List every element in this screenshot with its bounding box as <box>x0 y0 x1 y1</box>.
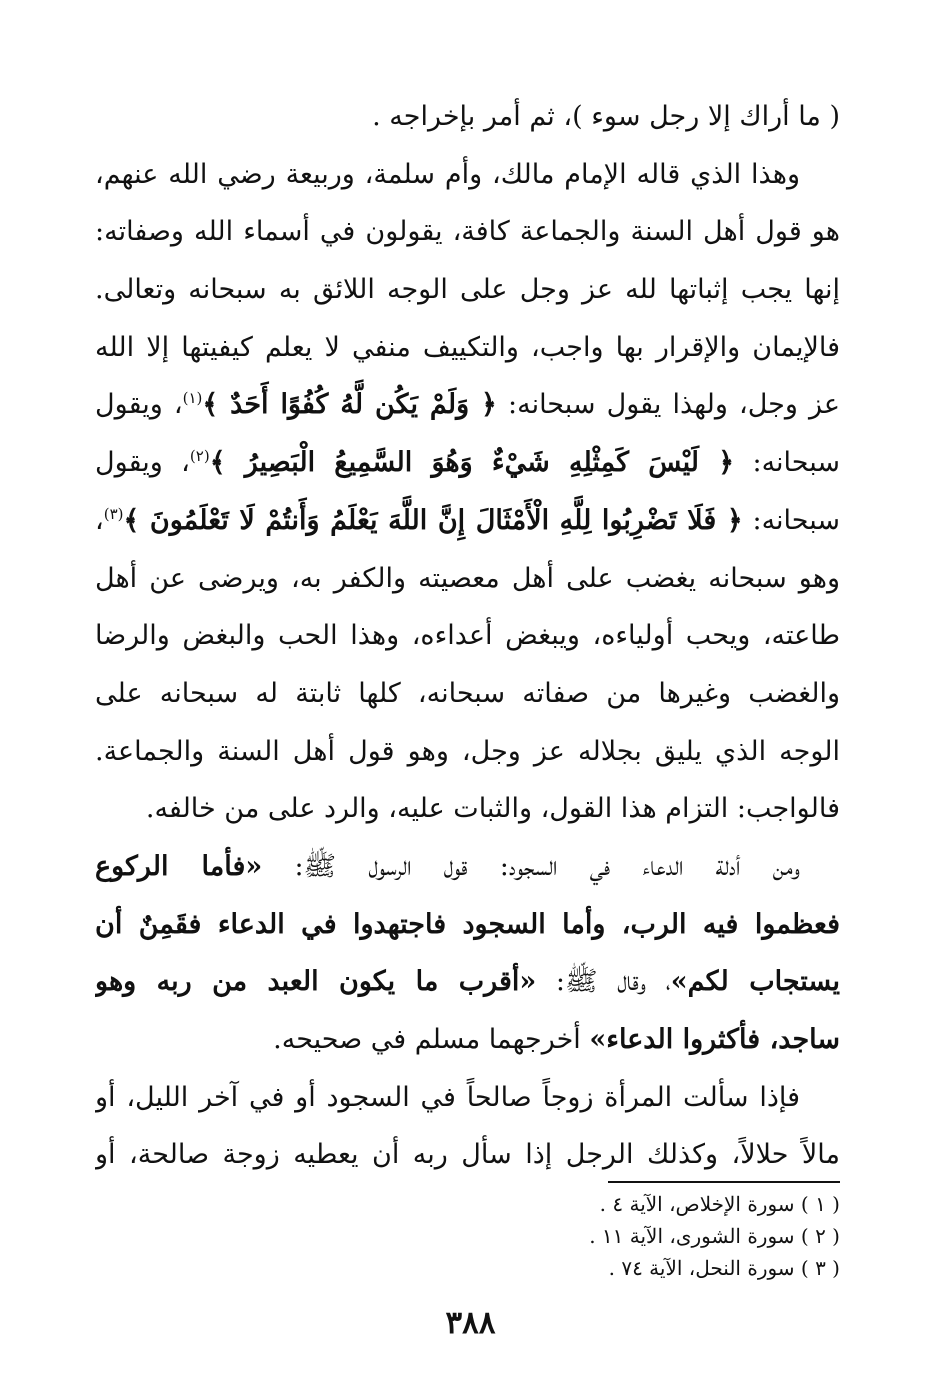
text-line <box>95 492 840 550</box>
quran-verse: ﴿ فَلَا تَضْرِبُوا لِلَّهِ الْأَمْثَالَ إِنَّ اللَّهَ يَعْلَمُ وَأَنتُمْ لَا تَعْلَمُونَ ﴾ <box>123 504 743 536</box>
footnote-1: ( ١ ) سورة الإخلاص، الآية ٤ . <box>599 1192 840 1216</box>
text-span: أخرجهما مسلم في صحيحه. <box>273 1024 590 1055</box>
text-span: ، وقال ﷺ: <box>536 966 671 998</box>
text-line <box>95 550 840 608</box>
text-span: ، ويقول <box>95 447 190 479</box>
text-span: عز وجل، ولهذا يقول سبحانه: <box>496 389 840 421</box>
text-line <box>95 261 840 319</box>
text-line <box>95 953 840 1011</box>
text-span: هو قول أهل السنة والجماعة كافة، يقولون في أسماء الله وصفاته: <box>95 216 840 248</box>
text-span: مالاً حلالاً، وكذلك الرجل إذا سأل ربه أن يعطيه زوجة صالحة، أو <box>95 1139 840 1171</box>
text-span: فالإيمان والإقرار بها واجب، والتكييف منفي لا يعلم كيفيتها إلا الله <box>95 331 840 363</box>
text-span: الوجه الذي يليق بجلاله عز وجل، وهو قول أهل السنة والجماعة. <box>95 735 840 767</box>
text-span: ، ويقول <box>95 389 183 421</box>
text-span: وهذا الذي قاله الإمام مالك، وأم سلمة، وربيعة رضي الله عنهم، <box>95 158 800 190</box>
text-line <box>95 376 840 434</box>
hadith-text: فعظموا فيه الرب، وأما السجود فاجتهدوا في الدعاء فقَمِنٌ أن <box>95 908 840 940</box>
text-line <box>95 203 840 261</box>
page-number: ٣٨٨ <box>445 1305 496 1341</box>
text-span: ( ما أراك إلا رجل سوء )، ثم أمر بإخراجه . <box>372 101 840 132</box>
text-line <box>95 319 840 377</box>
text-line <box>95 780 840 838</box>
main-text <box>95 88 840 1184</box>
text-span: ، <box>95 504 104 536</box>
text-line <box>95 434 840 492</box>
quran-verse: ﴿ وَلَمْ يَكُن لَّهُ كُفُوًا أَحَدٌ ﴾ <box>202 389 497 421</box>
text-line <box>95 146 840 204</box>
hadith-text: ساجد، فأكثروا الدعاء» <box>589 1024 840 1055</box>
footnotes <box>340 1188 840 1284</box>
text-line <box>95 1126 840 1184</box>
quran-verse: ﴿ لَيْسَ كَمِثْلِهِ شَيْءٌ وَهُوَ السَّمِيعُ الْبَصِيرُ ﴾ <box>209 447 735 479</box>
text-line <box>95 607 840 665</box>
text-span: فإذا سألت المرأة زوجاً صالحاً في السجود أو في آخر الليل، أو <box>95 1081 800 1113</box>
text-span: فالواجب: التزام هذا القول، والثبات عليه، والرد على من خالفه. <box>145 793 840 825</box>
text-span: سبحانه: <box>734 447 840 479</box>
text-span: وهو سبحانه يغضب على أهل معصيته والكفر به، ويرضى عن أهل <box>95 562 840 594</box>
hadith-text: «أقرب ما يكون العبد من ربه وهو <box>95 966 537 998</box>
text-line <box>95 1069 840 1127</box>
text-line <box>95 838 840 896</box>
footnote-3: ( ٣ ) سورة النحل، الآية ٧٤ . <box>608 1256 840 1280</box>
footnote-divider <box>608 1181 840 1183</box>
footnote-2: ( ٢ ) سورة الشورى، الآية ١١ . <box>589 1224 840 1248</box>
text-line <box>95 896 840 954</box>
hadith-text: «فأما الركوع <box>95 850 263 882</box>
text-line <box>95 665 840 723</box>
text-line <box>95 723 840 781</box>
text-span: ومن أدلة الدعاء في السجود: قول الرسول ﷺ: <box>262 850 800 882</box>
text-span: طاعته، ويحب أولياءه، ويبغض أعداءه، وهذا الحب والبغض والرضا <box>95 620 840 652</box>
text-span: سبحانه: <box>742 504 840 536</box>
footnote-ref: (١) <box>182 389 203 408</box>
hadith-text: يستجاب لكم» <box>670 966 840 998</box>
footnote-ref: (٢) <box>189 447 210 466</box>
text-span: إنها يجب إثباتها لله عز وجل على الوجه اللائق به سبحانه وتعالى. <box>95 274 840 306</box>
text-line <box>95 1011 840 1069</box>
text-line <box>95 88 840 146</box>
footnote-ref: (٣) <box>103 504 124 523</box>
text-span: والغضب وغيرها من صفاته سبحانه، كلها ثابتة له سبحانه على <box>95 677 840 709</box>
